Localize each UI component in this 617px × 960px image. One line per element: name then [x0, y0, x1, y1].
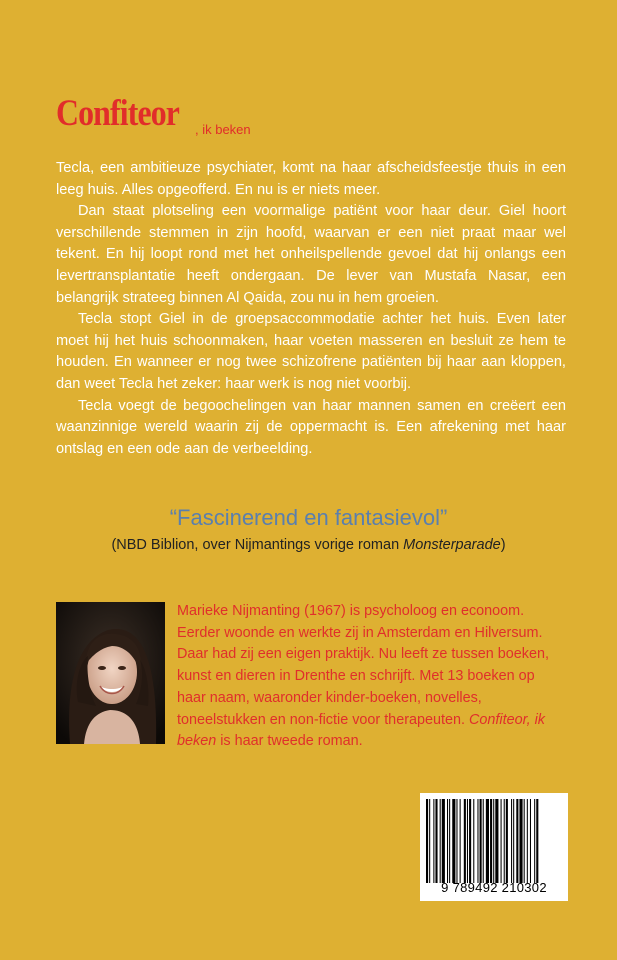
title-row	[56, 92, 251, 137]
author-bio-title: Confiteor, ik beken	[177, 711, 546, 750]
author-photo	[56, 602, 165, 744]
author-bio-end: is haar tweede roman.	[216, 733, 363, 750]
review-quote: “Fascinerend en fantasievol”	[169, 505, 448, 530]
author-bio	[177, 601, 567, 753]
review-source-title: Monsterparade	[403, 537, 501, 553]
author-portrait-icon	[56, 602, 165, 744]
book-title: Confiteor	[56, 93, 180, 134]
barcode	[420, 793, 568, 901]
blurb-paragraph: Dan staat plotseling een voormalige patiënt voor haar deur. Giel hoort verschillende stemmen in zijn hoofd, waarvan er een niet praat maar wel tekent. En hij loopt rond met het onheilspellende gevoel dat hij onlangs een levertransplantatie heeft ondergaan. De lever van Mustafa Nasar, een belangrijk strateeg binnen Al Qaida, zou nu in hem groeien.	[56, 203, 566, 306]
blurb-paragraph: Tecla, een ambitieuze psychiater, komt na haar afscheidsfeestje thuis in een leeg huis. Alles opgeofferd. En nu is er niets meer.	[56, 160, 566, 198]
blurb-paragraph: Tecla voegt de begoochelingen van haar mannen samen en creëert een waanzinnige wereld waarin zij de oppermacht is. Een afrekening met haar ontslag en een ode aan de verbeelding.	[56, 397, 566, 457]
barcode-bars-icon	[420, 799, 568, 883]
author-bio-main: Marieke Nijmanting (1967) is psycholoog en econoom. Eerder woonde en werkte zij in Amsterdam en Hilversum. Daar had zij een eigen praktijk. Nu leeft ze tussen boeken, kunst en dieren in Drenthe en schrijft. Met 13 boeken op haar naam, waaronder kinder-boeken, novelles, toneelstukken en non-fictie voor therapeuten.	[177, 603, 549, 728]
review-source-suffix: )	[500, 537, 506, 553]
blurb-text	[56, 158, 566, 460]
review-source-prefix: (NBD Biblion, over Nijmantings vorige roman	[111, 537, 404, 553]
review-source	[0, 537, 617, 553]
blurb-paragraph: Tecla stopt Giel in de groepsaccommodatie achter het huis. Even later moet hij het huis schoonmaken, haar voeten masseren en besluit ze hem te houden. En wanneer er nog twee schizofrene patiënten bij haar aan kloppen, dan weet Tecla het zeker: haar werk is nog niet voorbij.	[56, 311, 566, 392]
barcode-number: 9 789492 210302	[441, 880, 547, 895]
book-subtitle: , ik beken	[195, 122, 251, 137]
